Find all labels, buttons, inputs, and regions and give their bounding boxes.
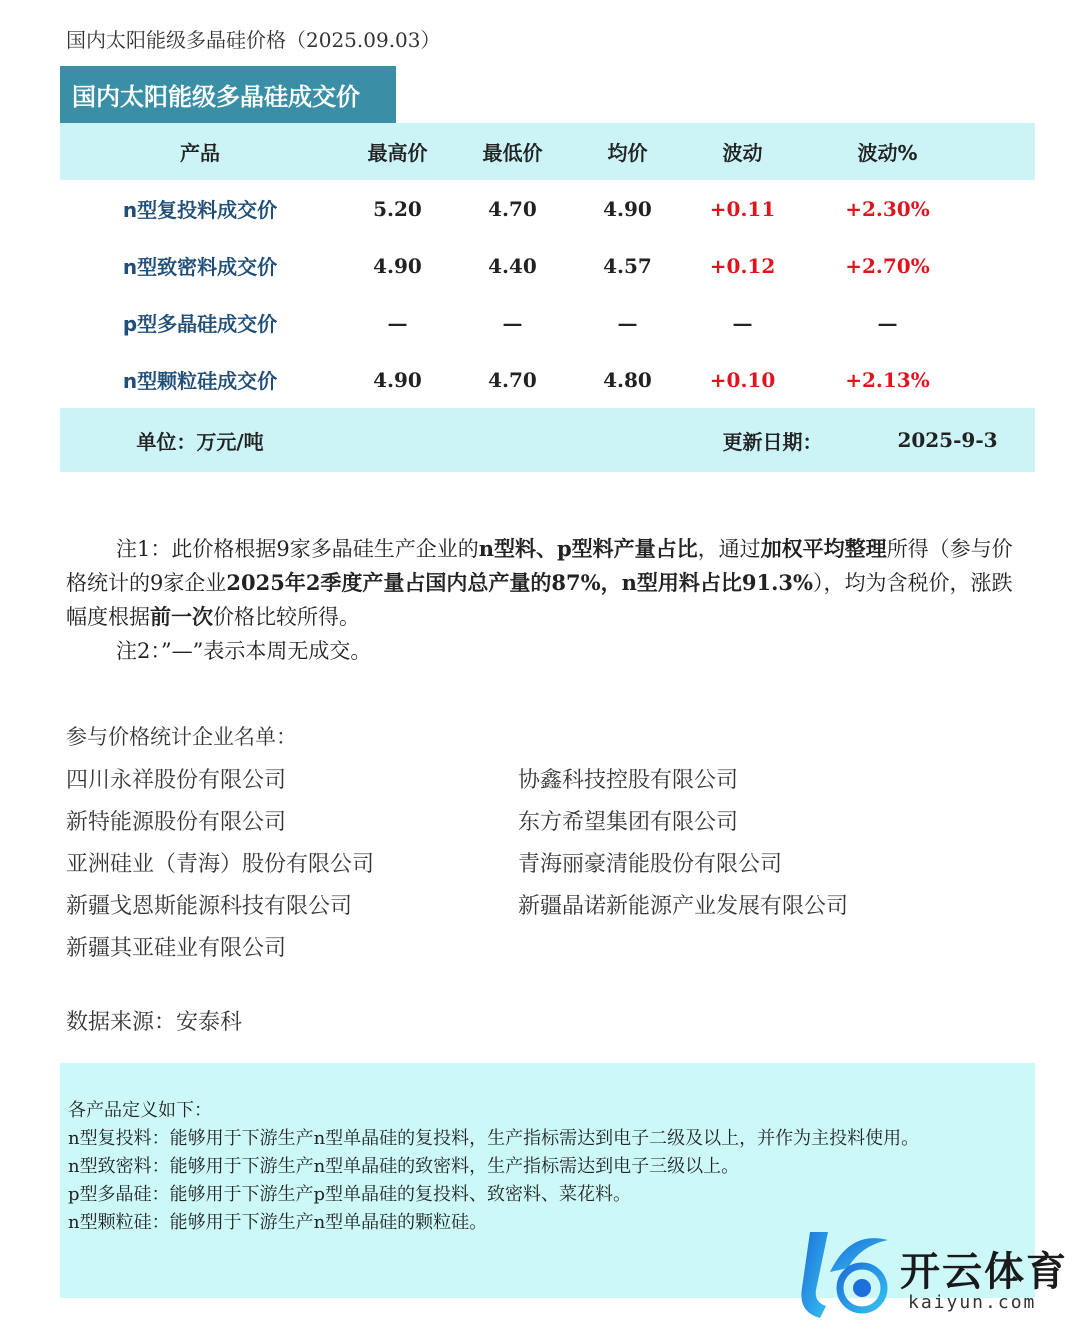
unit-label: 单位：万元/吨 bbox=[136, 429, 264, 454]
kaiyun-logo-icon bbox=[790, 1220, 900, 1325]
header-change: 波动 bbox=[722, 141, 763, 165]
price-table bbox=[60, 123, 1035, 472]
table-header-row bbox=[60, 123, 1035, 180]
table-row bbox=[60, 237, 1035, 294]
avg-price: 4.80 bbox=[603, 367, 652, 392]
high-price: 4.90 bbox=[373, 253, 422, 278]
company-name: 东方希望集团有限公司 bbox=[518, 810, 739, 835]
update-date-value: 2025-9-3 bbox=[897, 428, 998, 452]
definitions-title: 各产品定义如下： bbox=[68, 1100, 212, 1121]
note-1: 注1：此价格根据9家多晶硅生产企业的n型料、p型料产量占比，通过加权平均整理所得（参与价格统计的9家企业2025年2季度产量占国内总产量的87%，n型用料占比91.3%），均为含税价，涨跌幅度根据前一次价格比较所得。 bbox=[66, 536, 1013, 629]
header-change-pct: 波动% bbox=[857, 141, 918, 165]
table-row bbox=[60, 294, 1035, 351]
header-avg: 均价 bbox=[607, 141, 648, 165]
header-low: 最低价 bbox=[482, 141, 543, 165]
avg-price: 4.57 bbox=[603, 253, 652, 278]
table-row bbox=[60, 180, 1035, 237]
watermark-logo bbox=[790, 1220, 1080, 1325]
company-name: 协鑫科技控股有限公司 bbox=[518, 768, 739, 793]
update-date-label: 更新日期： bbox=[722, 429, 823, 454]
header-product: 产品 bbox=[180, 141, 220, 165]
low-price: 4.40 bbox=[488, 253, 537, 278]
companies-title: 参与价格统计企业名单： bbox=[66, 725, 297, 749]
definition-item: n型复投料：能够用于下游生产n型单晶硅的复投料，生产指标需达到电子二级及以上，并作为主投料使用。 bbox=[68, 1128, 920, 1149]
price-change: +0.10 bbox=[709, 367, 776, 392]
company-name: 新疆戈恩斯能源科技有限公司 bbox=[66, 894, 353, 919]
company-name: 新疆晶诺新能源产业发展有限公司 bbox=[518, 894, 849, 919]
low-price: 4.70 bbox=[488, 196, 537, 221]
company-name: 青海丽豪清能股份有限公司 bbox=[518, 852, 783, 877]
low-price: — bbox=[502, 310, 523, 335]
high-price: — bbox=[387, 310, 408, 335]
document-title: 国内太阳能级多晶硅价格（2025.09.03） bbox=[66, 28, 441, 52]
avg-price: 4.90 bbox=[603, 196, 652, 221]
price-change: — bbox=[732, 310, 753, 335]
brand-url: kaiyun.com bbox=[908, 1292, 1037, 1313]
price-change-pct: +2.30% bbox=[845, 196, 930, 221]
brand-name: 开云体育 bbox=[900, 1249, 1068, 1295]
table-footer-row bbox=[60, 408, 1035, 472]
low-price: 4.70 bbox=[488, 367, 537, 392]
definition-item: p型多晶硅：能够用于下游生产p型单晶硅的复投料、致密料、菜花料。 bbox=[68, 1184, 632, 1205]
header-high: 最高价 bbox=[367, 141, 428, 165]
high-price: 4.90 bbox=[373, 367, 422, 392]
company-name: 四川永祥股份有限公司 bbox=[66, 768, 287, 793]
price-change-pct: +2.70% bbox=[845, 253, 930, 278]
definition-item: n型致密料：能够用于下游生产n型单晶硅的致密料，生产指标需达到电子三级以上。 bbox=[68, 1156, 740, 1177]
data-source: 数据来源：安泰科 bbox=[66, 1010, 243, 1035]
price-change: +0.11 bbox=[709, 196, 776, 221]
price-change: +0.12 bbox=[709, 253, 776, 278]
price-change-pct: +2.13% bbox=[845, 367, 930, 392]
company-name: 新特能源股份有限公司 bbox=[66, 810, 287, 835]
high-price: 5.20 bbox=[373, 196, 422, 221]
price-change-pct: — bbox=[877, 310, 898, 335]
note-2: 注2：”—”表示本周无成交。 bbox=[116, 639, 372, 663]
table-row bbox=[60, 351, 1035, 408]
product-name: n型复投料成交价 bbox=[122, 198, 278, 222]
table-title-tab: 国内太阳能级多晶硅成交价 bbox=[60, 66, 396, 123]
avg-price: — bbox=[617, 310, 638, 335]
product-name: p型多晶硅成交价 bbox=[122, 312, 278, 336]
company-name: 亚洲硅业（青海）股份有限公司 bbox=[66, 852, 375, 877]
product-name: n型颗粒硅成交价 bbox=[122, 369, 278, 393]
product-name: n型致密料成交价 bbox=[122, 255, 278, 279]
notes-section bbox=[66, 532, 1016, 668]
definition-item: n型颗粒硅：能够用于下游生产n型单晶硅的颗粒硅。 bbox=[68, 1212, 488, 1233]
company-name: 新疆其亚硅业有限公司 bbox=[66, 936, 287, 961]
